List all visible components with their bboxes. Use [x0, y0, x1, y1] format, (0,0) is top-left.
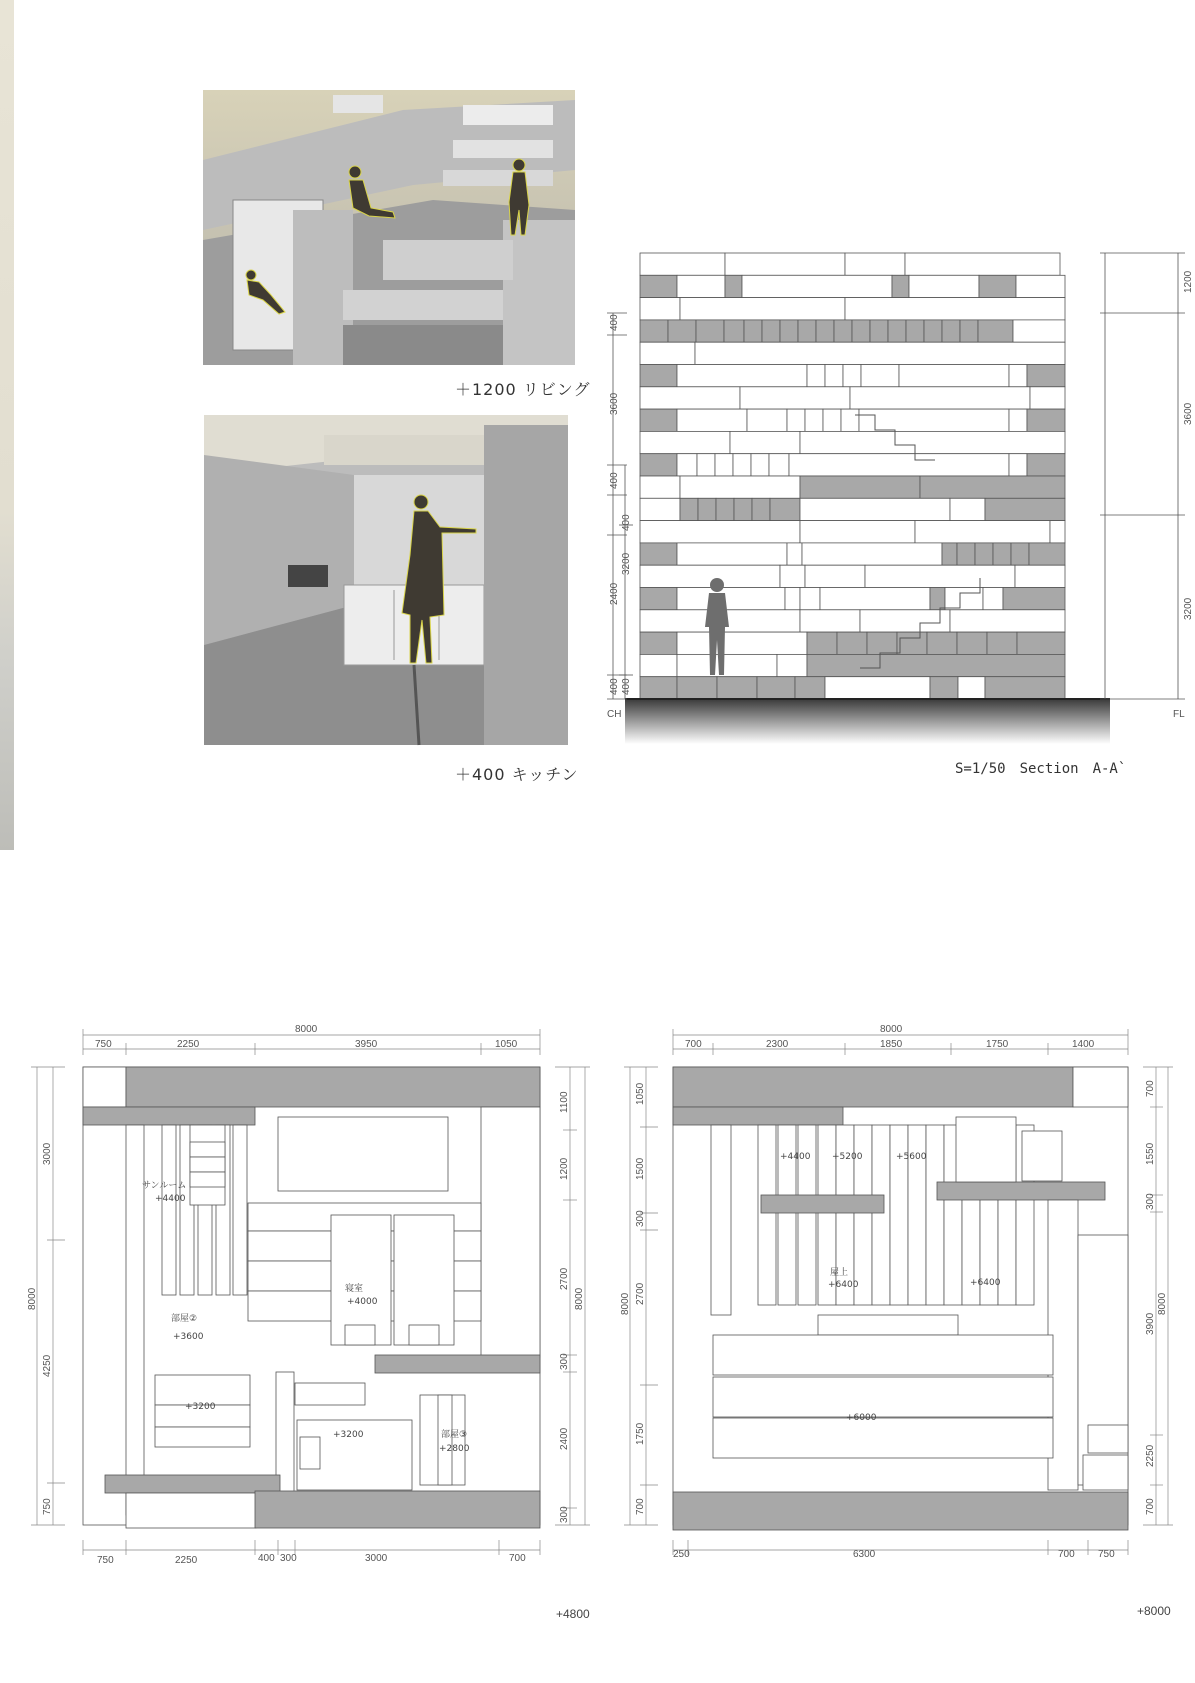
- plan2-room-level-3: +6400: [828, 1280, 859, 1290]
- section-panel-10-2: [800, 476, 920, 498]
- section-panel-0-0: [640, 253, 725, 275]
- plan1-wall-22: [345, 1325, 375, 1345]
- plan2-top-dim-1: 2300: [766, 1039, 789, 1050]
- section-panel-1-6: [979, 275, 1016, 297]
- section-panel-1-2: [725, 275, 742, 297]
- section-dim-left-1: 3600: [609, 392, 620, 415]
- section-dim-right-1: 3600: [1183, 402, 1194, 425]
- section-panel-9-5: [751, 454, 769, 476]
- section-panel-16-2: [860, 610, 950, 632]
- section-panel-11-1: [680, 498, 698, 520]
- section-panel-1-1: [677, 275, 725, 297]
- plan2-top-dim-3: 1750: [986, 1039, 1009, 1050]
- plan2-wall-29: [713, 1418, 1053, 1458]
- plan1-top-dim-0: 750: [95, 1039, 112, 1050]
- section-panel-0-3: [905, 253, 1060, 275]
- section-panel-8-2: [800, 431, 1065, 453]
- section-panel-19-5: [825, 677, 930, 699]
- section-panel-14-1: [780, 565, 805, 587]
- section-panel-7-2: [747, 409, 787, 431]
- section-drawing: [605, 235, 1195, 765]
- plan2-bottom-dim-2: 700: [1058, 1549, 1075, 1560]
- section-panel-11-6: [770, 498, 800, 520]
- section-panel-5-4: [843, 365, 861, 387]
- section-panel-7-6: [841, 409, 859, 431]
- section-panel-19-8: [985, 677, 1065, 699]
- plan1-wall-23: [409, 1325, 439, 1345]
- model-photo-living: [203, 90, 575, 365]
- section-panel-9-2: [697, 454, 715, 476]
- plan2-wall-23: [711, 1125, 731, 1315]
- section-panel-19-7: [958, 677, 985, 699]
- section-panel-1-3: [742, 275, 892, 297]
- section-panel-5-3: [825, 365, 843, 387]
- section-panel-18-3: [807, 654, 1065, 676]
- plan1-bottom-dim-5: 700: [509, 1553, 526, 1564]
- section-panel-14-2: [805, 565, 865, 587]
- plan2-wall-28: [713, 1377, 1053, 1417]
- plan2-wall-4: [758, 1125, 776, 1305]
- section-panel-5-0: [640, 365, 677, 387]
- section-panel-7-9: [1027, 409, 1065, 431]
- section-panel-17-6: [927, 632, 957, 654]
- section-panel-17-3: [837, 632, 867, 654]
- plan2-room-level-2: +5600: [896, 1152, 927, 1162]
- plan2-top-dim-2: 1850: [880, 1039, 903, 1050]
- section-panel-12-0: [640, 521, 800, 543]
- section-panel-7-1: [677, 409, 747, 431]
- plan2-level-caption: +8000: [1137, 1604, 1171, 1618]
- plan2-right-total: 8000: [1157, 1292, 1168, 1315]
- section-panels: [640, 253, 1065, 699]
- section-dim-left-4: 400: [609, 678, 620, 695]
- section-panel-19-1: [677, 677, 717, 699]
- page-edge-strip: [0, 0, 14, 850]
- plan1-left-dim-1: 4250: [42, 1354, 53, 1377]
- section-dim-right-0: 1200: [1183, 270, 1194, 293]
- plan2-wall-20: [937, 1182, 1105, 1200]
- section-panel-17-7: [957, 632, 987, 654]
- plan2-bottom-dim-0: 250: [673, 1549, 690, 1560]
- section-panel-5-2: [807, 365, 825, 387]
- section-panel-15-6: [945, 588, 983, 610]
- plan1-wall-27: [155, 1427, 250, 1447]
- section-panel-13-5: [957, 543, 975, 565]
- section-panel-14-3: [865, 565, 1015, 587]
- section-dim-inner-0: 400: [621, 514, 632, 531]
- section-ground-fl: FL: [1173, 709, 1185, 720]
- plan1-bottom-dim-1: 2250: [175, 1555, 198, 1566]
- section-panel-19-6: [930, 677, 958, 699]
- plan2-wall-3: [1073, 1067, 1128, 1107]
- plan2-room-level-4: +6400: [970, 1278, 1001, 1288]
- plan1-room-level-2: +3600: [173, 1332, 204, 1342]
- plan1-wall-33: [438, 1395, 452, 1485]
- plan1-right-total: 8000: [574, 1287, 585, 1310]
- plan2-wall-10: [872, 1125, 890, 1305]
- plan1-wall-31: [300, 1437, 320, 1469]
- plan2-bottom-dim-1: 6300: [853, 1549, 876, 1560]
- plan1-right-dim-2: 2700: [559, 1267, 570, 1290]
- section-panel-3-7: [798, 320, 816, 342]
- section-panel-15-1: [677, 588, 785, 610]
- section-panel-18-2: [777, 654, 807, 676]
- section-panel-17-5: [897, 632, 927, 654]
- section-dim-right-2: 3200: [1183, 597, 1194, 620]
- plan2-room-level-5: +6000: [846, 1413, 877, 1423]
- section-panel-14-0: [640, 565, 780, 587]
- plan2-wall-26: [818, 1315, 958, 1335]
- section-panel-3-15: [942, 320, 960, 342]
- section-dim-left-2: 400: [609, 472, 620, 489]
- section-panel-2-1: [680, 298, 845, 320]
- plan2-right-dim-1: 1550: [1145, 1142, 1156, 1165]
- section-panel-3-11: [870, 320, 888, 342]
- plan1-wall-29: [295, 1383, 365, 1405]
- section-panel-3-13: [906, 320, 924, 342]
- section-panel-13-1: [677, 543, 787, 565]
- section-panel-7-8: [1009, 409, 1027, 431]
- plan1-walls: [83, 1067, 540, 1528]
- plan1-bottom-dim-0: 750: [97, 1555, 114, 1566]
- plan2-right-dim-2: 300: [1145, 1193, 1156, 1210]
- section-panel-11-5: [752, 498, 770, 520]
- section-panel-2-2: [845, 298, 1065, 320]
- plan1-wall-2: [126, 1067, 540, 1107]
- section-panel-5-7: [1009, 365, 1027, 387]
- section-panel-3-12: [888, 320, 906, 342]
- plan2-bottom-dim-3: 750: [1098, 1549, 1115, 1560]
- section-panel-18-0: [640, 654, 677, 676]
- section-panel-5-6: [899, 365, 1009, 387]
- plan2-top-dim-4: 1400: [1072, 1039, 1095, 1050]
- plan1-right-dim-3: 300: [559, 1353, 570, 1370]
- section-panel-7-3: [787, 409, 805, 431]
- section-panel-8-1: [730, 431, 800, 453]
- section-panel-7-7: [859, 409, 1009, 431]
- section-panel-3-6: [780, 320, 798, 342]
- plan1-right-dim-1: 1200: [559, 1157, 570, 1180]
- plan2-wall-22: [1022, 1131, 1062, 1181]
- plan1-top-dim-3: 1050: [495, 1039, 518, 1050]
- section-panel-13-6: [975, 543, 993, 565]
- plan2-top-dim-0: 700: [685, 1039, 702, 1050]
- section-panel-11-0: [640, 498, 680, 520]
- plan1-left-total: 8000: [27, 1287, 38, 1310]
- plan2-left-dim-0: 1050: [635, 1082, 646, 1105]
- section-panel-7-5: [823, 409, 841, 431]
- section-panel-7-0: [640, 409, 677, 431]
- floor-plan-8000: [618, 1005, 1178, 1565]
- section-panel-12-3: [1050, 521, 1065, 543]
- section-panel-10-0: [640, 476, 680, 498]
- plan1-wall-10: [233, 1125, 247, 1295]
- section-panel-5-5: [861, 365, 899, 387]
- plan1-right-dim-5: 300: [559, 1506, 570, 1523]
- section-dim-inner-2: 400: [621, 678, 632, 695]
- section-panel-15-2: [785, 588, 800, 610]
- plan2-left-dim-2: 300: [635, 1210, 646, 1227]
- section-panel-17-0: [640, 632, 677, 654]
- section-panel-1-0: [640, 275, 677, 297]
- plan1-room-level-5: +2800: [439, 1444, 470, 1454]
- section-panel-9-7: [789, 454, 1009, 476]
- plan1-top-total: 8000: [295, 1024, 318, 1035]
- section-panel-11-9: [985, 498, 1065, 520]
- section-panel-3-14: [924, 320, 942, 342]
- plan2-right-dim-0: 700: [1145, 1080, 1156, 1097]
- section-panel-6-0: [640, 387, 740, 409]
- section-panel-3-10: [852, 320, 870, 342]
- plan1-room-level-1: +4000: [347, 1297, 378, 1307]
- section-panel-17-2: [807, 632, 837, 654]
- section-panel-13-2: [787, 543, 802, 565]
- section-panel-19-0: [640, 677, 677, 699]
- plan1-wall-36: [255, 1491, 540, 1528]
- section-panel-5-1: [677, 365, 807, 387]
- ground-slab: [625, 699, 1110, 744]
- plan2-wall-13: [926, 1125, 944, 1305]
- section-panel-17-1: [677, 632, 807, 654]
- section-panel-1-4: [892, 275, 909, 297]
- section-dim-inner-1: 3200: [621, 552, 632, 575]
- plan1-wall-6: [162, 1125, 176, 1295]
- section-panel-15-3: [800, 588, 820, 610]
- plan2-room-level-1: +5200: [832, 1152, 863, 1162]
- plan2-left-dim-1: 1500: [635, 1157, 646, 1180]
- plan1-bottom-dim-2: 400: [258, 1553, 275, 1564]
- section-ground-ch: CH: [607, 709, 622, 720]
- section-panel-10-1: [680, 476, 800, 498]
- section-panel-3-4: [744, 320, 762, 342]
- section-panel-9-6: [769, 454, 789, 476]
- plan1-level-caption: +4800: [556, 1607, 590, 1621]
- plan2-wall-30: [673, 1492, 1128, 1530]
- section-panel-3-17: [978, 320, 1013, 342]
- section-panel-19-4: [795, 677, 825, 699]
- plan2-right-dim-4: 2250: [1145, 1444, 1156, 1467]
- section-scale-caption: S=1/50 Section A-A`: [955, 761, 1127, 777]
- section-panel-15-4: [820, 588, 930, 610]
- photo-caption-kitchen: ＋400 キッチン: [455, 765, 579, 784]
- section-panel-11-8: [950, 498, 985, 520]
- section-panel-11-2: [698, 498, 716, 520]
- plan1-room-level-4: +3200: [333, 1430, 364, 1440]
- section-panel-9-8: [1009, 454, 1027, 476]
- plan2-right-dim-5: 700: [1145, 1498, 1156, 1515]
- plan2-left-total: 8000: [620, 1292, 631, 1315]
- section-panel-5-8: [1027, 365, 1065, 387]
- section-panel-3-5: [762, 320, 780, 342]
- photo-caption-living: ＋1200 リビング: [455, 380, 591, 399]
- section-panel-13-8: [1011, 543, 1029, 565]
- section-panel-2-0: [640, 298, 680, 320]
- plan1-wall-1: [83, 1067, 126, 1107]
- section-panel-9-9: [1027, 454, 1065, 476]
- section-panel-17-4: [867, 632, 897, 654]
- model-photo-kitchen: [204, 415, 568, 745]
- plan1-wall-15: [278, 1117, 448, 1191]
- plan1-room-name-0: サンルーム: [142, 1181, 187, 1191]
- section-panel-15-8: [1003, 588, 1065, 610]
- plan1-top-dim-2: 3950: [355, 1039, 378, 1050]
- section-panel-15-0: [640, 588, 677, 610]
- plan2-wall-2: [673, 1107, 843, 1125]
- plan1-room-level-3: +3200: [185, 1402, 216, 1412]
- plan2-wall-31: [1083, 1455, 1128, 1490]
- plan2-room-level-0: +4400: [780, 1152, 811, 1162]
- plan1-wall-25: [155, 1375, 250, 1405]
- section-panel-17-8: [987, 632, 1017, 654]
- plan1-wall-34: [105, 1475, 280, 1493]
- plan1-left-dim-2: 750: [42, 1498, 53, 1515]
- plan2-wall-19: [761, 1195, 884, 1213]
- section-dim-left-0: 400: [609, 314, 620, 331]
- section-panel-19-2: [717, 677, 757, 699]
- plan2-right-dim-3: 3900: [1145, 1312, 1156, 1335]
- section-panel-9-3: [715, 454, 733, 476]
- section-panel-9-0: [640, 454, 677, 476]
- plan1-bottom-dim-3: 300: [280, 1553, 297, 1564]
- plan2-wall-1: [673, 1067, 1073, 1107]
- plan1-right-dim-4: 2400: [559, 1427, 570, 1450]
- section-panel-12-1: [800, 521, 915, 543]
- section-panel-11-7: [800, 498, 950, 520]
- section-panel-19-3: [757, 677, 795, 699]
- section-panel-1-7: [1016, 275, 1065, 297]
- plan1-wall-14: [190, 1172, 225, 1187]
- plan2-wall-21: [956, 1117, 1016, 1182]
- plan1-wall-13: [190, 1157, 225, 1172]
- section-panel-17-9: [1017, 632, 1065, 654]
- plan1-wall-12: [190, 1142, 225, 1157]
- section-panel-1-5: [909, 275, 979, 297]
- plan2-left-dim-3: 2700: [635, 1282, 646, 1305]
- section-panel-13-0: [640, 543, 677, 565]
- section-panel-11-4: [734, 498, 752, 520]
- section-panel-11-3: [716, 498, 734, 520]
- plan1-room-name-2: 部屋②: [171, 1314, 198, 1324]
- section-panel-3-16: [960, 320, 978, 342]
- section-panel-0-1: [725, 253, 845, 275]
- plan2-walls: [673, 1067, 1128, 1530]
- section-panel-0-2: [845, 253, 905, 275]
- section-panel-6-3: [1030, 387, 1065, 409]
- section-panel-12-2: [915, 521, 1050, 543]
- plan1-wall-4: [481, 1107, 540, 1357]
- section-panel-13-3: [802, 543, 942, 565]
- plan1-top-dim-1: 2250: [177, 1039, 200, 1050]
- section-dim-left-3: 2400: [609, 582, 620, 605]
- section-panel-13-9: [1029, 543, 1065, 565]
- section-panel-9-4: [733, 454, 751, 476]
- section-panel-4-1: [695, 342, 1065, 364]
- section-panel-3-1: [668, 320, 696, 342]
- section-panel-16-1: [800, 610, 860, 632]
- section-panel-3-2: [696, 320, 724, 342]
- plan1-room-name-5: 部屋③: [441, 1430, 468, 1440]
- plan2-wall-27: [713, 1335, 1053, 1375]
- section-panel-13-7: [993, 543, 1011, 565]
- plan1-wall-3: [83, 1107, 255, 1125]
- section-panel-16-3: [950, 610, 1065, 632]
- plan1-bottom-dim-4: 3000: [365, 1553, 388, 1564]
- section-panel-15-7: [983, 588, 1003, 610]
- floor-plan-4800: [25, 1005, 585, 1565]
- section-panel-4-0: [640, 342, 695, 364]
- section-panel-18-1: [677, 654, 777, 676]
- plan1-room-name-1: 寝室: [345, 1284, 364, 1294]
- plan1-wall-35: [126, 1493, 256, 1528]
- section-panel-3-9: [834, 320, 852, 342]
- plan1-right-dim-0: 1100: [559, 1091, 570, 1113]
- section-panel-6-1: [740, 387, 850, 409]
- section-panel-3-0: [640, 320, 668, 342]
- plan2-left-dim-4: 1750: [635, 1422, 646, 1445]
- plan2-left-dim-5: 700: [635, 1498, 646, 1515]
- plan1-room-level-0: +4400: [155, 1194, 186, 1204]
- section-panel-15-5: [930, 588, 945, 610]
- plan1-wall-24: [375, 1355, 540, 1373]
- section-panel-6-2: [850, 387, 1030, 409]
- section-panel-10-3: [920, 476, 1065, 498]
- section-panel-3-8: [816, 320, 834, 342]
- section-panel-14-4: [1015, 565, 1065, 587]
- section-panel-8-0: [640, 431, 730, 453]
- plan1-left-dim-0: 3000: [42, 1142, 53, 1165]
- plan2-top-total: 8000: [880, 1024, 903, 1035]
- section-panel-9-1: [677, 454, 697, 476]
- plan2-wall-32: [1088, 1425, 1128, 1453]
- plan2-room-name-3: 屋上: [830, 1268, 849, 1278]
- section-panel-3-3: [724, 320, 744, 342]
- section-panel-13-4: [942, 543, 957, 565]
- section-panel-7-4: [805, 409, 823, 431]
- section-panel-3-18: [1013, 320, 1065, 342]
